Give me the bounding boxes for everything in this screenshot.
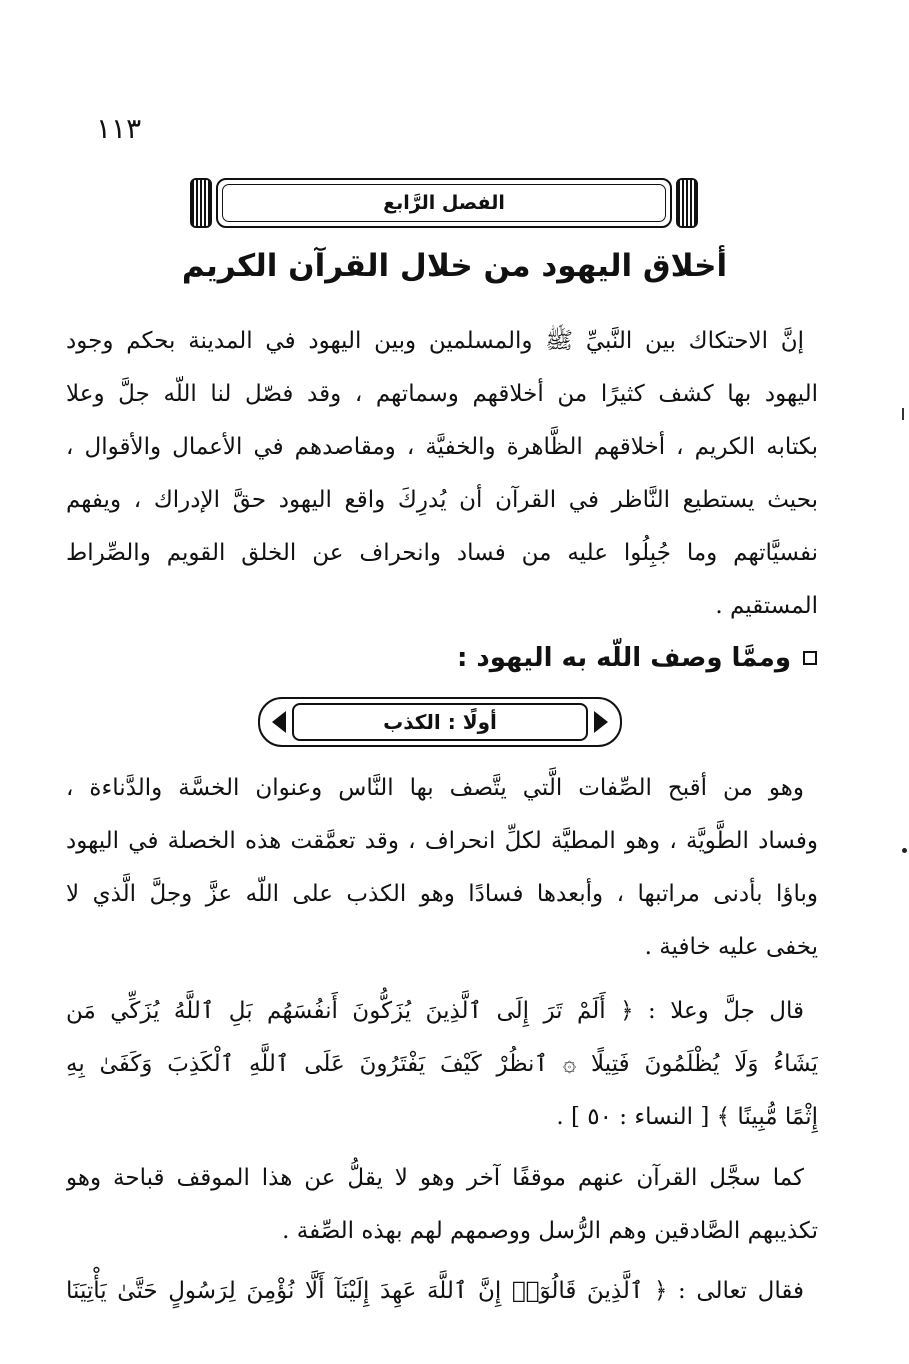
arrow-right-icon (594, 711, 608, 733)
text-line: إنَّ الاحتكاك بين النَّبيِّ ﷺ والمسلمين وبين اليهود في المدينة بحكم وجود (66, 328, 804, 354)
subheading-text: وممَّا وصف اللّه به اليهود : (456, 643, 791, 673)
subheading (457, 643, 817, 673)
arrow-left-icon (272, 711, 286, 733)
square-bullet-icon (803, 651, 817, 665)
paragraph-quran-verse (66, 985, 818, 1144)
text-line: وفساد الطَّويَّة ، وهو المطيَّة لكلِّ انحراف ، وقد تعمَّقت هذه الخصلة في اليهود (66, 828, 818, 854)
text-line: فقال تعالى : ﴿ ٱلَّذِينَ قَالُوٓا۟ إِنَّ ٱللَّهَ عَهِدَ إِلَيْنَآ أَلَّا نُؤْمِنَ لِرَسُولٍ حَتَّىٰ يَأْتِيَنَا (66, 1278, 804, 1304)
text-line: بكتابه الكريم ، أخلاقهم الظَّاهرة والخفيَّة ، ومقاصدهم في الأعمال والأقوال ، (66, 434, 818, 460)
section-banner (258, 697, 622, 747)
text-line: وهو من أقبح الصِّفات الَّتي يتَّصف بها النَّاس وعنوان الخسَّة والدَّناءة ، (66, 775, 804, 801)
chapter-label: الفصل الرَّابع (383, 192, 505, 214)
text-line: تكذيبهم الصَّادقين وهم الرُّسل ووصمهم لهم بهذه الصِّفة . (282, 1218, 818, 1244)
paragraph-lying (66, 762, 818, 974)
scan-mark (902, 848, 907, 853)
chapter-banner (190, 178, 698, 228)
chapter-title: أخلاق اليهود من خلال القرآن الكريم (181, 248, 728, 284)
text-line: يخفى عليه خافية . (644, 934, 818, 960)
paragraph-intro (66, 315, 818, 633)
text-line: قال جلَّ وعلا : ﴿ أَلَمْ تَرَ إِلَى ٱلَّذِينَ يُزَكُّونَ أَنفُسَهُم بَلِ ٱللَّهُ يُزَكِّي مَن (66, 998, 804, 1024)
text-line: بحيث يستطيع النَّاظر في القرآن أن يُدرِكَ واقع اليهود حقَّ الإدراك ، ويفهم (66, 487, 818, 513)
text-line: يَشَاءُ وَلَا يُظْلَمُونَ فَتِيلًا ۞ ٱنظُرْ كَيْفَ يَفْتَرُونَ عَلَى ٱللَّهِ ٱلْكَذِبَ وَكَفَىٰ بِهِ (66, 1051, 818, 1077)
text-line: نفسيَّاتهم وما جُبِلُوا عليه من فساد وانحراف عن الخلق القويم والصِّراط (66, 540, 818, 566)
section-label: أولًا : الكذب (292, 703, 588, 741)
text-line: اليهود بها كشف كثيرًا من أخلاقهم وسماتهم ، وقد فصّل لنا اللّه جلَّ وعلا (66, 381, 818, 407)
text-line: إِثْمًا مُّبِينًا ﴾ [ النساء : ٥٠ ] . (556, 1104, 818, 1130)
text-line: وباؤا بأدنى مراتبها ، وأبعدها فسادًا وهو الكذب على اللّه عزَّ وجلَّ الَّذي لا (66, 881, 818, 907)
paragraph-denial (66, 1152, 818, 1258)
paragraph-second-verse (66, 1265, 818, 1318)
text-line: كما سجَّل القرآن عنهم موقفًا آخر وهو لا يقلُّ عن هذا الموقف قباحة وهو (66, 1165, 804, 1191)
text-line: المستقيم . (715, 593, 818, 619)
scan-mark (902, 408, 904, 420)
page-number: ١١٣ (96, 112, 142, 145)
